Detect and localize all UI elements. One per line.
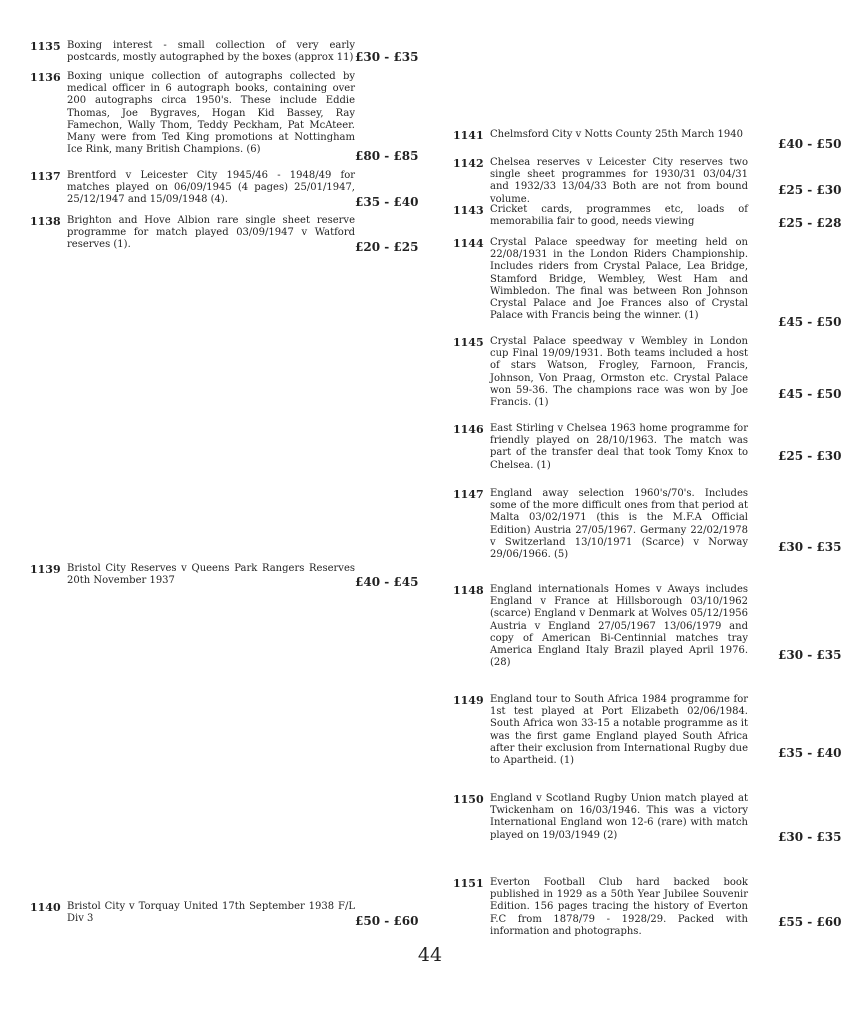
lot-number: 1149	[453, 694, 484, 707]
lot-number: 1136	[30, 71, 61, 84]
lot-estimate: £25 - £28	[778, 216, 842, 230]
lot-estimate: £25 - £30	[778, 449, 842, 463]
lot-estimate: £45 - £50	[778, 387, 842, 401]
lot-description: Bristol City Reserves v Queens Park Rangers Reserves 20th November 1937	[67, 563, 355, 587]
lot-number: 1142	[453, 157, 484, 170]
lot-estimate: £55 - £60	[778, 915, 842, 929]
lot-description: Bristol City v Torquay United 17th September 1938 F/L Div 3	[67, 901, 355, 925]
lot-number: 1148	[453, 584, 484, 597]
lot-description: Everton Football Club hard backed book published in 1929 as a 50th Year Jubilee Souvenir Edition. 156 pages tracing the history of Everton F.C from 1878/79 - 1928/29. Packed with information and photographs.	[490, 877, 748, 937]
lot-description: Cricket cards, programmes etc, loads of memorabilia fair to good, needs viewing	[490, 204, 748, 228]
lot-estimate: £30 - £35	[778, 648, 842, 662]
lot-description: Brighton and Hove Albion rare single sheet reserve programme for match played 03/09/1947 v Watford reserves (1).	[67, 215, 355, 251]
lot-description: Boxing interest - small collection of very early postcards, mostly autographed by the boxes (approx 11)	[67, 40, 355, 64]
lot-description: England internationals Homes v Aways includes England v France at Hillsborough 03/10/1962 (scarce) England v Denmark at Wolves 05/12/1956 Austria v England 27/05/1967 13/06/1979 and copy of American Bi-Centinnial matches tray America England Italy Brazil played April 1976. (28)	[490, 584, 748, 669]
lot-estimate: £45 - £50	[778, 315, 842, 329]
lot-description: Crystal Palace speedway for meeting held on 22/08/1931 in the London Riders Championship. Includes riders from Crystal Palace, Lea Bridge, Stamford Bridge, Wembley, West Ham and Wimbledon. The final was between Ron Johnson Crystal Palace and Joe Frances also of Crystal Palace with Francis being the winner. (1)	[490, 237, 748, 322]
lot-number: 1141	[453, 129, 484, 142]
lot-description: Chelmsford City v Notts County 25th March 1940	[490, 129, 743, 140]
lot-number: 1151	[453, 877, 484, 890]
lot-number: 1138	[30, 215, 61, 228]
lot-estimate: £20 - £25	[355, 240, 419, 254]
lot-number: 1145	[453, 336, 484, 349]
lot-estimate: £50 - £60	[355, 914, 419, 928]
lot-estimate: £30 - £35	[355, 50, 419, 64]
lot-estimate: £80 - £85	[355, 149, 419, 163]
lot-estimate: £35 - £40	[355, 195, 419, 209]
lot-description: England v Scotland Rugby Union match played at Twickenham on 16/03/1946. This was a victory International England won 12-6 (rare) with match played on 19/03/1949 (2)	[490, 793, 748, 841]
lot-number: 1139	[30, 563, 61, 576]
lot-estimate: £40 - £50	[778, 137, 842, 151]
lot-description: England away selection 1960's/70's. Includes some of the more difficult ones from that period at Malta 03/02/1971 (this is the M.F.A Official Edition) Austria 27/05/1967. Germany 22/02/1978 v Switzerland 13/10/1971 (Scarce) v Norway 29/06/1966. (5)	[490, 488, 748, 561]
lot-description: East Stirling v Chelsea 1963 home programme for friendly played on 28/10/1963. The match was part of the transfer deal that took Tomy Knox to Chelsea. (1)	[490, 423, 748, 471]
lot-estimate: £40 - £45	[355, 575, 419, 589]
lot-estimate: £25 - £30	[778, 183, 842, 197]
lot-description: Brentford v Leicester City 1945/46 - 1948/49 for matches played on 06/09/1945 (4 pages) 25/01/1947, 25/12/1947 and 15/09/1948 (4).	[67, 170, 355, 206]
lot-number: 1144	[453, 237, 484, 250]
lot-estimate: £35 - £40	[778, 746, 842, 760]
lot-number: 1146	[453, 423, 484, 436]
lot-description: Boxing unique collection of autographs collected by medical officer in 6 autograph books, containing over 200 autographs circa 1950's. These include Eddie Thomas, Joe Bygraves, Hogan Kid Bassey, Ray Famechon, Wally Thom, Teddy Peckham, Pat McAteer. Many were from Ted King promotions at Nottingham Ice Rink, many British Champions. (6)	[67, 71, 355, 156]
lot-estimate: £30 - £35	[778, 830, 842, 844]
lot-description: England tour to South Africa 1984 programme for 1st test played at Port Elizabeth 02/06/1984. South Africa won 33-15 a notable programme as it was the first game England played South Africa after their exclusion from International Rugby due to Apartheid. (1)	[490, 694, 748, 767]
lot-number: 1140	[30, 901, 61, 914]
lot-number: 1135	[30, 40, 61, 53]
lot-number: 1150	[453, 793, 484, 806]
lot-description: Crystal Palace speedway v Wembley in London cup Final 19/09/1931. Both teams included a host of stars Watson, Frogley, Farnoon, Francis, Johnson, Von Praag, Ormston etc. Crystal Palace won 59-36. The champions race was won by Joe Francis. (1)	[490, 336, 748, 409]
lot-estimate: £30 - £35	[778, 540, 842, 554]
lot-number: 1137	[30, 170, 61, 183]
lot-number: 1143	[453, 204, 484, 217]
lot-description: Chelsea reserves v Leicester City reserves two single sheet programmes for 1930/31 03/04/31 and 1932/33 13/04/33 Both are not from bound volume.	[490, 157, 748, 205]
lot-number: 1147	[453, 488, 484, 501]
page-number: 44	[417, 944, 443, 966]
